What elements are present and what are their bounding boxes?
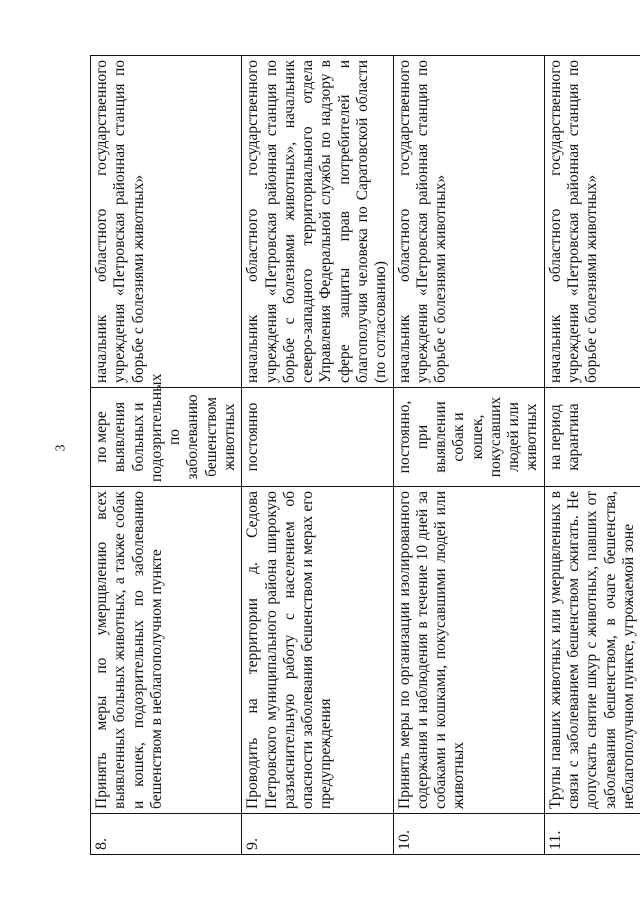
- responsible-text: начальник областного государственного учреждения «Петровская районная станция по борьбе с болезнями животных», начальник северо-западного территориального отдела Управления Федеральной службы по надзору в сфере защиты прав потребителей и благополучия человека по Саратовской области (по согласованию): [242, 56, 393, 388]
- table-row: [544, 56, 640, 855]
- table-row: [91, 56, 242, 855]
- page-number: 3: [53, 444, 69, 452]
- row-number: 8.: [91, 814, 242, 855]
- row-number: 10.: [393, 814, 544, 855]
- term-text: по мере выявления больных и подозрительных по заболеванию бешенством животных: [91, 388, 242, 487]
- responsible-text: начальник областного государственного учреждения «Петровская районная станция по борьбе с болезнями животных»: [91, 56, 242, 388]
- responsible-text: начальник областного государственного учреждения «Петровская районная станция по борьбе с болезнями животных»: [544, 56, 640, 388]
- term-text: постоянно: [242, 388, 393, 487]
- row-number: 9.: [242, 814, 393, 855]
- measures-table: [90, 55, 640, 855]
- measure-text: Проводить на территории д. Седова Петровского муниципального района широкую разъяснительную работу с населением об опасности заболевания бешенством и мерах его предупреждения: [242, 487, 393, 814]
- table-row: [393, 56, 544, 855]
- term-text: на период карантина: [544, 388, 640, 487]
- measure-text: Принять меры по организации изолированного содержания и наблюдения в течение 10 дней за собаками и кошками, покусавшими людей или животных: [393, 487, 544, 814]
- term-text: постоянно, при выявлении собак и кошек, покусавших людей или животных: [393, 388, 544, 487]
- table-row: [242, 56, 393, 855]
- row-number: 11.: [544, 814, 640, 855]
- rotated-page: [90, 55, 637, 855]
- responsible-text: начальник областного государственного учреждения «Петровская районная станция по борьбе с болезнями животных»: [393, 56, 544, 388]
- measure-text: Трупы павших животных или умерщвленных в связи с заболеванием бешенством сжигать. Не допускать снятие шкур с животных, павших от заболевания бешенством, в очаге бешенства, неблагополучном пункте, угрожаемой зоне: [544, 487, 640, 814]
- measure-text: Принять меры по умерщвлению всех выявленных больных животных, а также собак и кошек, подозрительных по заболеванию бешенством в неблагополучном пункте: [91, 487, 242, 814]
